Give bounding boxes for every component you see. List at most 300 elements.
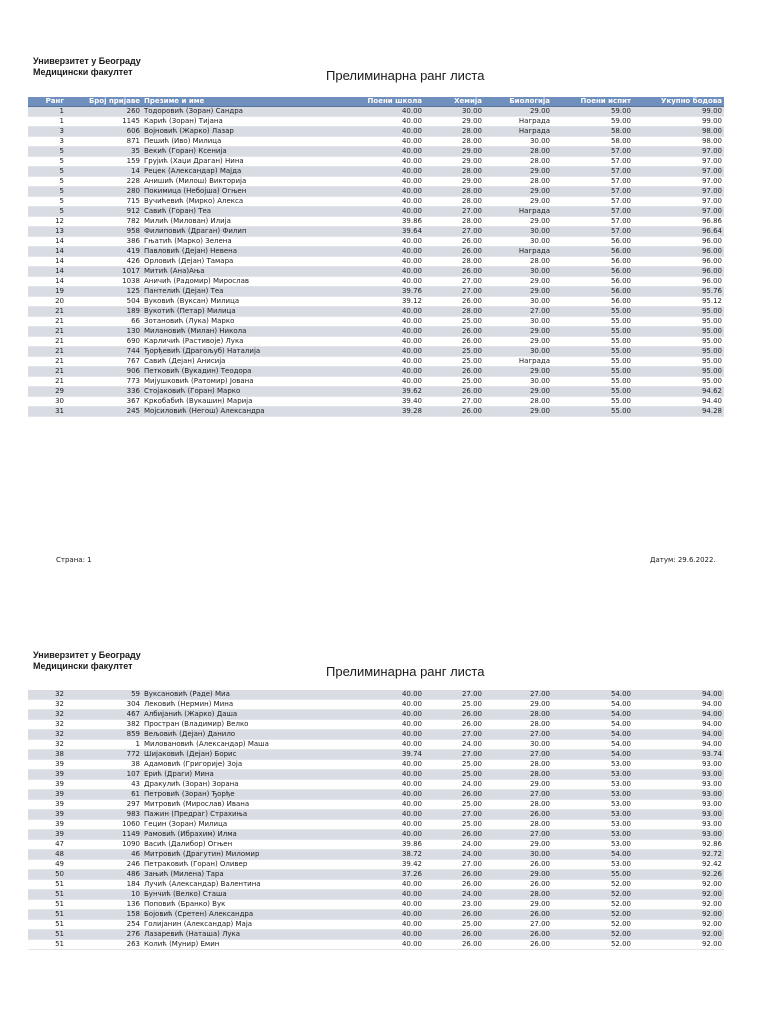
- cell-total: 96.86: [633, 217, 724, 227]
- cell-school-points: 40.00: [340, 197, 424, 207]
- cell-biology: 26.00: [484, 940, 552, 950]
- cell-biology: 27.00: [484, 830, 552, 840]
- table-row: [28, 207, 724, 217]
- table-row: [28, 297, 724, 307]
- cell-rank: 5: [28, 147, 66, 157]
- cell-rank: 39: [28, 810, 66, 820]
- cell-exam-points: 53.00: [552, 810, 633, 820]
- cell-exam-points: 52.00: [552, 880, 633, 890]
- cell-exam-points: 56.00: [552, 237, 633, 247]
- cell-rank: 31: [28, 407, 66, 417]
- cell-name: Лазаревић (Наташа) Лука: [142, 930, 340, 940]
- cell-exam-points: 52.00: [552, 910, 633, 920]
- cell-chemistry: 27.00: [424, 397, 484, 407]
- cell-exam-points: 55.00: [552, 397, 633, 407]
- cell-application-number: 1090: [66, 840, 142, 850]
- cell-name: Митровић (Мирослав) Ивана: [142, 800, 340, 810]
- cell-biology: 30.00: [484, 137, 552, 147]
- cell-rank: 3: [28, 137, 66, 147]
- cell-rank: 51: [28, 920, 66, 930]
- cell-exam-points: 52.00: [552, 940, 633, 950]
- cell-exam-points: 55.00: [552, 367, 633, 377]
- cell-chemistry: 26.00: [424, 720, 484, 730]
- cell-exam-points: 55.00: [552, 337, 633, 347]
- cell-school-points: 40.00: [340, 830, 424, 840]
- cell-school-points: 40.00: [340, 740, 424, 750]
- cell-biology: 29.00: [484, 197, 552, 207]
- table-row: [28, 177, 724, 187]
- table-row: [28, 157, 724, 167]
- cell-rank: 32: [28, 730, 66, 740]
- cell-rank: 5: [28, 187, 66, 197]
- cell-rank: 21: [28, 347, 66, 357]
- cell-exam-points: 58.00: [552, 137, 633, 147]
- cell-biology: Награда: [484, 247, 552, 257]
- cell-application-number: 254: [66, 920, 142, 930]
- table-row: [28, 107, 724, 117]
- cell-total: 97.00: [633, 207, 724, 217]
- cell-school-points: 40.00: [340, 700, 424, 710]
- page-number: Страна: 1: [56, 556, 92, 564]
- cell-name: Лековић (Нермин) Мина: [142, 700, 340, 710]
- table-row: [28, 890, 724, 900]
- cell-biology: 29.00: [484, 700, 552, 710]
- ranking-table: [28, 690, 724, 950]
- cell-school-points: 38.72: [340, 850, 424, 860]
- cell-exam-points: 53.00: [552, 790, 633, 800]
- cell-school-points: 40.00: [340, 690, 424, 700]
- cell-chemistry: 26.00: [424, 387, 484, 397]
- cell-application-number: 1: [66, 740, 142, 750]
- cell-application-number: 859: [66, 730, 142, 740]
- cell-chemistry: 25.00: [424, 317, 484, 327]
- cell-biology: 28.00: [484, 147, 552, 157]
- cell-exam-points: 53.00: [552, 760, 633, 770]
- cell-exam-points: 54.00: [552, 700, 633, 710]
- cell-application-number: 263: [66, 940, 142, 950]
- cell-rank: 39: [28, 820, 66, 830]
- table-row: [28, 860, 724, 870]
- cell-biology: 30.00: [484, 347, 552, 357]
- cell-biology: 28.00: [484, 820, 552, 830]
- cell-rank: 14: [28, 237, 66, 247]
- table-row: [28, 760, 724, 770]
- cell-total: 96.00: [633, 257, 724, 267]
- cell-total: 95.00: [633, 347, 724, 357]
- cell-school-points: 40.00: [340, 207, 424, 217]
- document-title: Прелиминарна ранг листа: [326, 68, 485, 83]
- cell-biology: 30.00: [484, 227, 552, 237]
- col-header-name: Презиме и име: [142, 97, 340, 107]
- cell-school-points: 39.28: [340, 407, 424, 417]
- cell-exam-points: 56.00: [552, 247, 633, 257]
- cell-application-number: 130: [66, 327, 142, 337]
- cell-biology: 26.00: [484, 810, 552, 820]
- cell-total: 94.00: [633, 690, 724, 700]
- cell-exam-points: 55.00: [552, 327, 633, 337]
- cell-school-points: 40.00: [340, 117, 424, 127]
- cell-name: Војновић (Жарко) Лазар: [142, 127, 340, 137]
- cell-rank: 1: [28, 107, 66, 117]
- cell-rank: 51: [28, 890, 66, 900]
- cell-chemistry: 28.00: [424, 167, 484, 177]
- cell-rank: 38: [28, 750, 66, 760]
- cell-name: Карличић (Растивоје) Лука: [142, 337, 340, 347]
- cell-exam-points: 54.00: [552, 690, 633, 700]
- cell-school-points: 40.00: [340, 890, 424, 900]
- cell-school-points: 40.00: [340, 760, 424, 770]
- cell-total: 95.00: [633, 377, 724, 387]
- cell-name: Митровић (Драгутин) Миломир: [142, 850, 340, 860]
- cell-rank: 32: [28, 720, 66, 730]
- cell-rank: 5: [28, 167, 66, 177]
- cell-application-number: 260: [66, 107, 142, 117]
- cell-chemistry: 27.00: [424, 860, 484, 870]
- cell-biology: 28.00: [484, 800, 552, 810]
- cell-biology: 29.00: [484, 287, 552, 297]
- cell-biology: 29.00: [484, 900, 552, 910]
- cell-rank: 21: [28, 367, 66, 377]
- cell-school-points: 40.00: [340, 357, 424, 367]
- table-row: [28, 910, 724, 920]
- cell-chemistry: 30.00: [424, 107, 484, 117]
- cell-school-points: 40.00: [340, 880, 424, 890]
- cell-application-number: 66: [66, 317, 142, 327]
- cell-application-number: 159: [66, 157, 142, 167]
- cell-biology: 30.00: [484, 377, 552, 387]
- cell-total: 92.00: [633, 920, 724, 930]
- table-row: [28, 187, 724, 197]
- cell-name: Рецек (Александар) Мајда: [142, 167, 340, 177]
- cell-name: Митић (Ана)Ања: [142, 267, 340, 277]
- table-row: [28, 940, 724, 950]
- table-row: [28, 397, 724, 407]
- cell-name: Простран (Владимир) Велко: [142, 720, 340, 730]
- cell-school-points: 40.00: [340, 720, 424, 730]
- cell-total: 92.42: [633, 860, 724, 870]
- cell-name: Шијаковић (Дејан) Борис: [142, 750, 340, 760]
- cell-biology: 27.00: [484, 920, 552, 930]
- institution-faculty: Медицински факултет: [33, 661, 133, 671]
- cell-exam-points: 54.00: [552, 750, 633, 760]
- cell-school-points: 40.00: [340, 377, 424, 387]
- cell-exam-points: 55.00: [552, 347, 633, 357]
- cell-school-points: 40.00: [340, 317, 424, 327]
- cell-rank: 47: [28, 840, 66, 850]
- cell-rank: 5: [28, 207, 66, 217]
- cell-application-number: 606: [66, 127, 142, 137]
- cell-biology: 30.00: [484, 297, 552, 307]
- cell-exam-points: 54.00: [552, 740, 633, 750]
- cell-total: 94.28: [633, 407, 724, 417]
- cell-rank: 39: [28, 800, 66, 810]
- cell-school-points: 40.00: [340, 277, 424, 287]
- cell-rank: 5: [28, 177, 66, 187]
- cell-name: Гњатић (Марко) Зелена: [142, 237, 340, 247]
- col-header-school-points: Поени школа: [340, 97, 424, 107]
- cell-biology: 29.00: [484, 107, 552, 117]
- table-row: [28, 227, 724, 237]
- cell-chemistry: 29.00: [424, 147, 484, 157]
- cell-school-points: 40.00: [340, 920, 424, 930]
- cell-name: Гецин (Зоран) Милица: [142, 820, 340, 830]
- cell-application-number: 35: [66, 147, 142, 157]
- cell-chemistry: 26.00: [424, 327, 484, 337]
- ranking-table: [28, 97, 724, 417]
- table-row: [28, 137, 724, 147]
- col-header-rank: Ранг: [28, 97, 66, 107]
- cell-name: Бојовић (Сретен) Александра: [142, 910, 340, 920]
- cell-rank: 5: [28, 157, 66, 167]
- cell-total: 93.00: [633, 810, 724, 820]
- table-row: [28, 127, 724, 137]
- cell-exam-points: 54.00: [552, 730, 633, 740]
- cell-total: 96.00: [633, 277, 724, 287]
- cell-exam-points: 53.00: [552, 770, 633, 780]
- cell-total: 93.00: [633, 800, 724, 810]
- cell-biology: 27.00: [484, 750, 552, 760]
- cell-school-points: 39.64: [340, 227, 424, 237]
- cell-school-points: 40.00: [340, 137, 424, 147]
- cell-exam-points: 57.00: [552, 157, 633, 167]
- cell-biology: 30.00: [484, 740, 552, 750]
- cell-application-number: 228: [66, 177, 142, 187]
- cell-application-number: 1060: [66, 820, 142, 830]
- cell-school-points: 40.00: [340, 157, 424, 167]
- cell-exam-points: 56.00: [552, 287, 633, 297]
- cell-name: Пешић (Иво) Милица: [142, 137, 340, 147]
- cell-application-number: 1038: [66, 277, 142, 287]
- cell-exam-points: 53.00: [552, 820, 633, 830]
- table-row: [28, 830, 724, 840]
- cell-total: 92.00: [633, 910, 724, 920]
- cell-chemistry: 27.00: [424, 750, 484, 760]
- cell-rank: 21: [28, 327, 66, 337]
- cell-exam-points: 57.00: [552, 187, 633, 197]
- table-row: [28, 730, 724, 740]
- table-header-row: [28, 97, 724, 107]
- table-row: [28, 700, 724, 710]
- table-row: [28, 347, 724, 357]
- cell-school-points: 39.74: [340, 750, 424, 760]
- cell-chemistry: 24.00: [424, 840, 484, 850]
- cell-name: Ерић (Драги) Мина: [142, 770, 340, 780]
- table-row: [28, 870, 724, 880]
- cell-biology: 28.00: [484, 770, 552, 780]
- table-row: [28, 197, 724, 207]
- cell-biology: 27.00: [484, 790, 552, 800]
- cell-rank: 20: [28, 297, 66, 307]
- cell-name: Петраковић (Горан) Оливер: [142, 860, 340, 870]
- cell-biology: 28.00: [484, 890, 552, 900]
- cell-biology: 29.00: [484, 387, 552, 397]
- cell-application-number: 467: [66, 710, 142, 720]
- cell-name: Савић (Дејан) Анисија: [142, 357, 340, 367]
- cell-rank: 32: [28, 710, 66, 720]
- cell-total: 97.00: [633, 167, 724, 177]
- cell-chemistry: 26.00: [424, 237, 484, 247]
- cell-application-number: 43: [66, 780, 142, 790]
- cell-application-number: 245: [66, 407, 142, 417]
- cell-name: Мијушковић (Ратомир) Јована: [142, 377, 340, 387]
- cell-application-number: 246: [66, 860, 142, 870]
- cell-chemistry: 25.00: [424, 700, 484, 710]
- table-row: [28, 147, 724, 157]
- cell-total: 96.00: [633, 237, 724, 247]
- table-row: [28, 217, 724, 227]
- table-row: [28, 267, 724, 277]
- cell-chemistry: 24.00: [424, 850, 484, 860]
- cell-chemistry: 25.00: [424, 920, 484, 930]
- cell-exam-points: 52.00: [552, 930, 633, 940]
- cell-rank: 51: [28, 930, 66, 940]
- cell-total: 94.40: [633, 397, 724, 407]
- table-row: [28, 367, 724, 377]
- cell-school-points: 40.00: [340, 237, 424, 247]
- table-row: [28, 790, 724, 800]
- cell-name: Савић (Горан) Теа: [142, 207, 340, 217]
- cell-name: Аничић (Радомир) Мирослав: [142, 277, 340, 287]
- table-row: [28, 117, 724, 127]
- cell-total: 93.00: [633, 820, 724, 830]
- cell-biology: 30.00: [484, 267, 552, 277]
- cell-school-points: 40.00: [340, 327, 424, 337]
- cell-rank: 50: [28, 870, 66, 880]
- cell-name: Рамовић (Ибрахим) Илма: [142, 830, 340, 840]
- cell-chemistry: 28.00: [424, 127, 484, 137]
- cell-rank: 51: [28, 900, 66, 910]
- cell-name: Миловановић (Александар) Маша: [142, 740, 340, 750]
- cell-school-points: 40.00: [340, 800, 424, 810]
- cell-exam-points: 57.00: [552, 167, 633, 177]
- cell-school-points: 39.86: [340, 840, 424, 850]
- cell-school-points: 40.00: [340, 730, 424, 740]
- cell-rank: 49: [28, 860, 66, 870]
- table-row: [28, 880, 724, 890]
- cell-rank: 48: [28, 850, 66, 860]
- cell-name: Вукотић (Петар) Милица: [142, 307, 340, 317]
- cell-exam-points: 57.00: [552, 217, 633, 227]
- cell-application-number: 871: [66, 137, 142, 147]
- cell-rank: 39: [28, 770, 66, 780]
- cell-chemistry: 26.00: [424, 930, 484, 940]
- cell-name: Векић (Горан) Ксенија: [142, 147, 340, 157]
- cell-exam-points: 56.00: [552, 267, 633, 277]
- table-row: [28, 337, 724, 347]
- cell-chemistry: 27.00: [424, 227, 484, 237]
- cell-name: Голијанин (Александар) Маја: [142, 920, 340, 930]
- cell-exam-points: 57.00: [552, 197, 633, 207]
- cell-rank: 14: [28, 257, 66, 267]
- cell-school-points: 39.86: [340, 217, 424, 227]
- cell-biology: Награда: [484, 127, 552, 137]
- cell-exam-points: 55.00: [552, 377, 633, 387]
- table-row: [28, 900, 724, 910]
- cell-biology: 28.00: [484, 720, 552, 730]
- cell-name: Покимица (Небојша) Огњен: [142, 187, 340, 197]
- cell-biology: 26.00: [484, 930, 552, 940]
- cell-rank: 21: [28, 357, 66, 367]
- cell-chemistry: 27.00: [424, 277, 484, 287]
- table-row: [28, 740, 724, 750]
- cell-chemistry: 26.00: [424, 710, 484, 720]
- cell-chemistry: 24.00: [424, 740, 484, 750]
- cell-school-points: 40.00: [340, 127, 424, 137]
- cell-total: 92.00: [633, 940, 724, 950]
- cell-biology: 30.00: [484, 317, 552, 327]
- cell-chemistry: 29.00: [424, 157, 484, 167]
- cell-biology: 27.00: [484, 307, 552, 317]
- table-row: [28, 850, 724, 860]
- cell-biology: 29.00: [484, 167, 552, 177]
- cell-application-number: 773: [66, 377, 142, 387]
- cell-school-points: 40.00: [340, 810, 424, 820]
- cell-chemistry: 28.00: [424, 197, 484, 207]
- cell-biology: 28.00: [484, 257, 552, 267]
- cell-school-points: 40.00: [340, 267, 424, 277]
- cell-exam-points: 52.00: [552, 890, 633, 900]
- cell-rank: 30: [28, 397, 66, 407]
- cell-chemistry: 26.00: [424, 247, 484, 257]
- cell-total: 93.00: [633, 760, 724, 770]
- cell-rank: 21: [28, 377, 66, 387]
- table-row: [28, 840, 724, 850]
- cell-application-number: 426: [66, 257, 142, 267]
- cell-school-points: 39.42: [340, 860, 424, 870]
- cell-total: 94.00: [633, 720, 724, 730]
- cell-application-number: 715: [66, 197, 142, 207]
- cell-application-number: 38: [66, 760, 142, 770]
- cell-biology: 29.00: [484, 337, 552, 347]
- cell-school-points: 40.00: [340, 940, 424, 950]
- cell-school-points: 40.00: [340, 900, 424, 910]
- cell-rank: 32: [28, 700, 66, 710]
- cell-total: 93.00: [633, 780, 724, 790]
- cell-rank: 1: [28, 117, 66, 127]
- cell-total: 94.00: [633, 710, 724, 720]
- cell-total: 95.00: [633, 357, 724, 367]
- cell-rank: 39: [28, 830, 66, 840]
- cell-application-number: 772: [66, 750, 142, 760]
- cell-chemistry: 28.00: [424, 137, 484, 147]
- table-row: [28, 407, 724, 417]
- cell-total: 95.00: [633, 367, 724, 377]
- cell-chemistry: 26.00: [424, 367, 484, 377]
- cell-application-number: 906: [66, 367, 142, 377]
- cell-total: 93.74: [633, 750, 724, 760]
- cell-application-number: 1149: [66, 830, 142, 840]
- cell-biology: 29.00: [484, 277, 552, 287]
- cell-school-points: 40.00: [340, 247, 424, 257]
- cell-school-points: 40.00: [340, 347, 424, 357]
- cell-name: Поповић (Бранко) Вук: [142, 900, 340, 910]
- cell-chemistry: 25.00: [424, 357, 484, 367]
- cell-application-number: 297: [66, 800, 142, 810]
- cell-application-number: 14: [66, 167, 142, 177]
- cell-rank: 32: [28, 740, 66, 750]
- cell-application-number: 504: [66, 297, 142, 307]
- cell-chemistry: 26.00: [424, 830, 484, 840]
- cell-name: Пантелић (Дејан) Теа: [142, 287, 340, 297]
- cell-name: Зотановић (Лука) Марко: [142, 317, 340, 327]
- cell-biology: Награда: [484, 207, 552, 217]
- cell-rank: 14: [28, 247, 66, 257]
- cell-application-number: 46: [66, 850, 142, 860]
- cell-total: 95.12: [633, 297, 724, 307]
- cell-chemistry: 26.00: [424, 407, 484, 417]
- cell-chemistry: 25.00: [424, 760, 484, 770]
- cell-total: 99.00: [633, 117, 724, 127]
